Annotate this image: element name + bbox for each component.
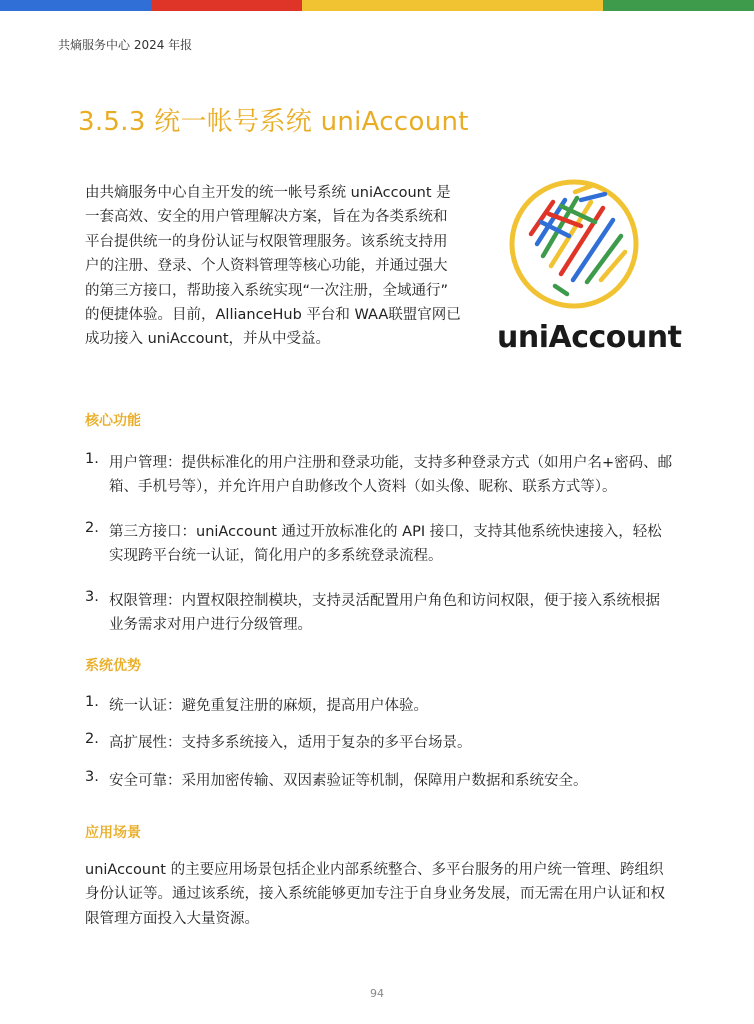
paragraph-line: 身份认证等。通过该系统，接入系统能够更加专注于自身业务发展，而无需在用户认证和权 [85,886,665,903]
list-item [85,520,672,569]
system-advantages-heading: 系统优势 [85,658,141,674]
item-number: 3. [85,768,99,785]
core-features-heading: 核心功能 [85,413,141,429]
color-bar [0,0,754,11]
item-number: 2. [85,731,99,748]
intro-line: 的第三方接口，帮助接入系统实现“一次注册，全域通行” [85,282,449,299]
list-item [85,769,588,793]
section-title: 3.5.3 统一帐号系统 uniAccount [78,107,469,137]
application-scenarios-heading: 应用场景 [85,825,141,841]
core-features-list [85,451,672,637]
intro-line: 一套高效、安全的用户管理解决方案，旨在为各类系统和 [85,209,448,226]
item-line: 实现跨平台统一认证，简化用户的多系统登录流程。 [109,548,443,565]
color-bar-red [151,0,302,11]
intro-paragraph [85,181,477,352]
item-line: 箱、手机号等），并允许用户自助修改个人资料（如头像、昵称、联系方式等）。 [109,479,617,496]
intro-line: 户的注册、登录、个人资料管理等核心功能，并通过强大 [85,258,448,275]
uniaccount-logo-text: uniAccount [497,320,682,355]
item-number: 2. [85,519,99,536]
list-item [85,731,588,755]
color-bar-green [603,0,754,11]
item-line: 用户管理：提供标准化的用户注册和登录功能，支持多种登录方式（如用户名+密码、邮 [109,455,673,471]
application-scenarios-paragraph [85,858,665,931]
item-line: 业务需求对用户进行分级管理。 [109,617,312,634]
list-item [85,589,672,638]
item-number: 3. [85,588,99,605]
intro-line: 的便捷体验。目前，AllianceHub 平台和 WAA联盟官网已 [85,307,461,324]
item-number: 1. [85,451,99,467]
intro-line: 平台提供统一的身份认证与权限管理服务。该系统支持用 [85,233,448,250]
paragraph-line: 限管理方面投入大量资源。 [85,910,259,927]
item-line: 高扩展性：支持多系统接入，适用于复杂的多平台场景。 [109,735,472,752]
system-advantages-list [85,694,588,793]
color-bar-yellow [302,0,603,11]
item-line: 统一认证：避免重复注册的麻烦，提高用户体验。 [109,698,428,714]
item-line: 安全可靠：采用加密传输、双因素验证等机制，保障用户数据和系统安全。 [109,772,588,789]
intro-line: 成功接入 uniAccount，并从中受益。 [85,331,331,348]
list-item [85,694,588,718]
intro-line: 由共熵服务中心自主开发的统一帐号系统 uniAccount 是 [85,185,451,201]
color-bar-blue [0,0,151,11]
report-header: 共熵服务中心 2024 年报 [58,38,193,52]
item-line: 权限管理：内置权限控制模块，支持灵活配置用户角色和访问权限，便于接入系统根据 [109,592,660,609]
page-number: 94 [370,987,384,1000]
item-line: 第三方接口：uniAccount 通过开放标准化的 API 接口，支持其他系统快速接入，轻松 [109,523,662,540]
paragraph-line: uniAccount 的主要应用场景包括企业内部系统整合、多平台服务的用户统一管理、跨组织 [85,862,664,878]
item-number: 1. [85,694,99,710]
list-item [85,451,672,500]
